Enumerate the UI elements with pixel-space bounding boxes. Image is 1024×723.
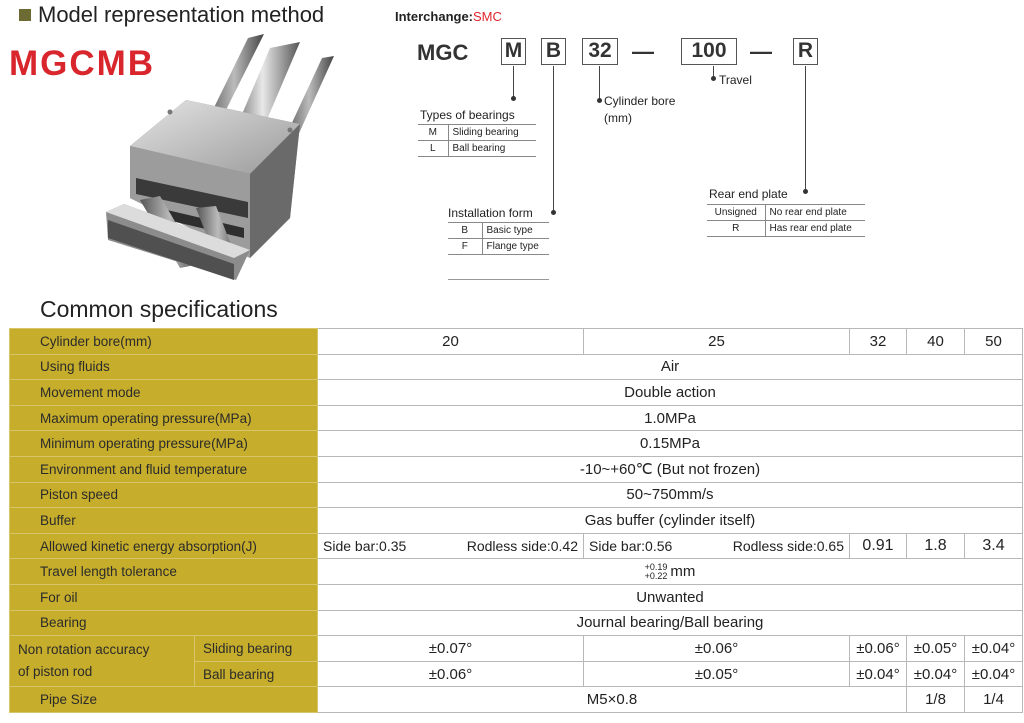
- table-cell: 3.4: [965, 533, 1023, 559]
- table-cell: 50: [965, 329, 1023, 355]
- row-label: Buffer: [10, 508, 318, 534]
- bore-legend-unit: (mm): [604, 111, 632, 125]
- table-cell: ±0.04°: [850, 661, 907, 687]
- table-row: [10, 584, 1023, 610]
- legend-code: Unsigned: [707, 205, 765, 221]
- kinetic-side-bar: Side bar:0.35: [323, 538, 407, 555]
- table-cell: [318, 533, 584, 559]
- table-cell: ±0.06°: [850, 636, 907, 662]
- row-label: [10, 636, 195, 687]
- rear-legend-table: [707, 204, 865, 237]
- code-rear-box: R: [793, 38, 818, 65]
- table-cell: 50~750mm/s: [318, 482, 1023, 508]
- row-label: Cylinder bore(mm): [10, 329, 318, 355]
- legend-code: L: [418, 141, 448, 157]
- table-cell: ±0.04°: [965, 661, 1023, 687]
- table-cell: Air: [318, 354, 1023, 380]
- table-cell: 25: [584, 329, 850, 355]
- table-cell: -10~+60℃ (But not frozen): [318, 456, 1023, 482]
- row-sublabel: Ball bearing: [195, 661, 318, 687]
- leader-dot: [551, 210, 556, 215]
- interchange-label: Interchange:: [395, 9, 474, 24]
- tolerance-unit: mm: [670, 562, 696, 580]
- table-row: [10, 687, 1023, 713]
- row-label: Movement mode: [10, 380, 318, 406]
- row-label: Pipe Size: [10, 687, 318, 713]
- bearing-legend-table: [418, 124, 536, 157]
- product-image: [100, 28, 350, 284]
- legend-desc: Has rear end plate: [765, 221, 865, 237]
- leader-line: [513, 66, 514, 98]
- legend-code: R: [707, 221, 765, 237]
- bore-legend-label: Cylinder bore: [604, 94, 676, 108]
- table-row: [10, 533, 1023, 559]
- kinetic-side-bar: Side bar:0.56: [589, 538, 673, 555]
- leader-dot: [511, 96, 516, 101]
- row-label: For oil: [10, 584, 318, 610]
- leader-line: [599, 66, 600, 100]
- table-cell: Unwanted: [318, 584, 1023, 610]
- leader-line: [805, 66, 806, 190]
- legend-row: [707, 205, 865, 221]
- legend-desc: Flange type: [482, 239, 549, 255]
- table-cell: ±0.05°: [584, 661, 850, 687]
- table-row: [10, 431, 1023, 457]
- interchange-note: [395, 9, 502, 24]
- travel-legend-label: Travel: [719, 73, 752, 87]
- table-cell: 20: [318, 329, 584, 355]
- table-cell: 40: [907, 329, 965, 355]
- bearing-legend-title: Types of bearings: [420, 108, 515, 122]
- table-cell: 1.0MPa: [318, 405, 1023, 431]
- kinetic-rodless-side: Rodless side:0.65: [732, 538, 844, 555]
- legend-rule: [448, 279, 549, 280]
- rear-legend-title: Rear end plate: [709, 187, 788, 201]
- code-bearing-box: M: [501, 38, 526, 65]
- legend-desc: No rear end plate: [765, 205, 865, 221]
- legend-desc: Ball bearing: [448, 141, 536, 157]
- tolerance-lower: +0.22: [644, 570, 668, 581]
- table-cell: 32: [850, 329, 907, 355]
- install-legend-title: Installation form: [448, 206, 533, 220]
- leader-dot: [803, 189, 808, 194]
- table-cell: 1.8: [907, 533, 965, 559]
- table-cell: [584, 533, 850, 559]
- table-cell: ±0.07°: [318, 636, 584, 662]
- table-row: [10, 636, 1023, 662]
- legend-desc: Sliding bearing: [448, 125, 536, 141]
- model-name: MGCMB: [9, 44, 156, 83]
- row-label: Piston speed: [10, 482, 318, 508]
- table-row: [10, 354, 1023, 380]
- row-label: Allowed kinetic energy absorption(J): [10, 533, 318, 559]
- tolerance-upper: +0.19: [644, 561, 668, 572]
- page-title: Model representation method: [38, 2, 325, 27]
- table-cell: Journal bearing/Ball bearing: [318, 610, 1023, 636]
- table-row: [10, 559, 1023, 585]
- legend-code: F: [448, 239, 482, 255]
- row-sublabel: Sliding bearing: [195, 636, 318, 662]
- table-row: [10, 405, 1023, 431]
- row-label: Maximum operating pressure(MPa): [10, 405, 318, 431]
- interchange-brand: SMC: [473, 9, 502, 24]
- legend-row: [448, 223, 549, 239]
- nonrot-label-line1: Non rotation accuracy: [18, 642, 150, 658]
- row-label: Travel length tolerance: [10, 559, 318, 585]
- code-dash: —: [632, 39, 654, 64]
- code-bore-box: 32: [582, 38, 618, 65]
- table-cell: [318, 559, 1023, 585]
- title-bullet: [19, 9, 31, 21]
- legend-row: [707, 221, 865, 237]
- table-row: [10, 508, 1023, 534]
- table-cell: ±0.05°: [907, 636, 965, 662]
- code-dash: —: [750, 39, 772, 64]
- legend-row: [418, 141, 536, 157]
- row-label: Using fluids: [10, 354, 318, 380]
- row-label: Bearing: [10, 610, 318, 636]
- table-cell: 0.15MPa: [318, 431, 1023, 457]
- table-row: [10, 456, 1023, 482]
- table-cell: ±0.04°: [965, 636, 1023, 662]
- table-cell: ±0.04°: [907, 661, 965, 687]
- spec-title: Common specifications: [40, 296, 278, 322]
- table-cell: M5×0.8: [318, 687, 907, 713]
- table-row: [10, 610, 1023, 636]
- install-legend-table: [448, 222, 549, 255]
- table-row: [10, 482, 1023, 508]
- table-row: [10, 380, 1023, 406]
- table-cell: 1/4: [965, 687, 1023, 713]
- table-cell: ±0.06°: [584, 636, 850, 662]
- leader-line: [553, 66, 554, 212]
- code-prefix: MGC: [417, 40, 469, 65]
- table-cell: 0.91: [850, 533, 907, 559]
- tolerance-values: [645, 563, 668, 581]
- legend-code: M: [418, 125, 448, 141]
- legend-row: [448, 239, 549, 255]
- leader-dot: [711, 76, 716, 81]
- spec-table: [9, 328, 1023, 713]
- table-cell: Gas buffer (cylinder itself): [318, 508, 1023, 534]
- nonrot-label-line2: of piston rod: [18, 664, 93, 680]
- kinetic-rodless-side: Rodless side:0.42: [466, 538, 578, 555]
- code-travel-box: 100: [681, 38, 737, 65]
- legend-desc: Basic type: [482, 223, 549, 239]
- legend-code: B: [448, 223, 482, 239]
- table-row: [10, 329, 1023, 355]
- row-label: Environment and fluid temperature: [10, 456, 318, 482]
- table-cell: Double action: [318, 380, 1023, 406]
- code-install-box: B: [541, 38, 566, 65]
- table-cell: ±0.06°: [318, 661, 584, 687]
- table-cell: 1/8: [907, 687, 965, 713]
- leader-dot: [597, 98, 602, 103]
- row-label: Minimum operating pressure(MPa): [10, 431, 318, 457]
- legend-row: [418, 125, 536, 141]
